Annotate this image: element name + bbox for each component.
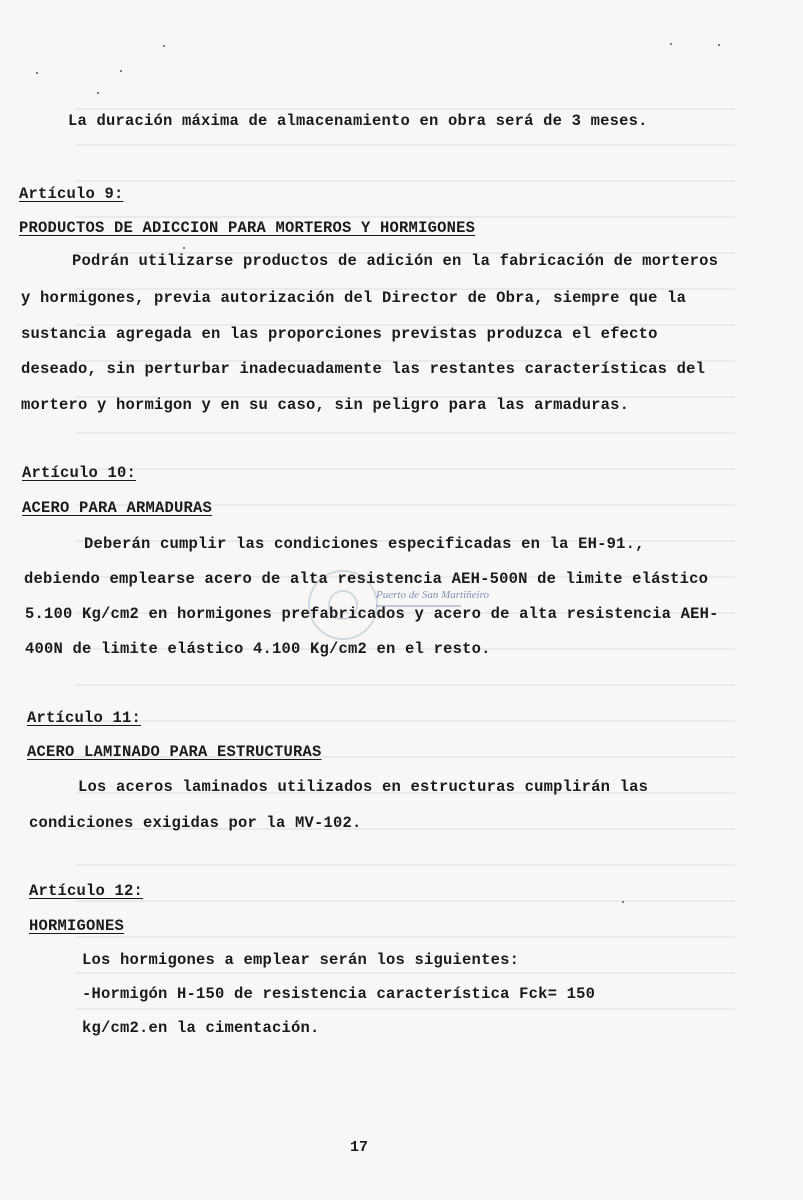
text-line: condiciones exigidas por la MV-102.: [29, 814, 362, 832]
scan-speck: [97, 92, 99, 94]
scan-speck: [183, 247, 185, 249]
page-number: 17: [350, 1139, 369, 1156]
text-line: mortero y hormigon y en su caso, sin peligro para las armaduras.: [21, 396, 630, 414]
text-line: kg/cm2.en la cimentación.: [82, 1019, 320, 1037]
scan-speck: [718, 44, 720, 46]
text-line: Los hormigones a emplear serán los siguientes:: [82, 951, 520, 969]
text-line: -Hormigón H-150 de resistencia característica Fck= 150: [82, 985, 596, 1003]
article-title: ACERO PARA ARMADURAS: [22, 499, 213, 517]
article-title: ACERO LAMINADO PARA ESTRUCTURAS: [27, 743, 322, 761]
article-title: HORMIGONES: [29, 917, 125, 935]
text-line: debiendo emplearse acero de alta resistencia AEH-500N de limite elástico: [24, 570, 709, 588]
scan-speck: [120, 70, 122, 72]
article-heading: Artículo 10:: [22, 464, 137, 482]
text-line: La duración máxima de almacenamiento en obra será de 3 meses.: [68, 112, 648, 130]
text-line: y hormigones, previa autorización del Director de Obra, siempre que la: [21, 289, 687, 307]
article-heading: Artículo 11:: [27, 709, 142, 727]
text-line: 400N de limite elástico 4.100 Kg/cm2 en el resto.: [25, 640, 491, 658]
text-line: deseado, sin perturbar inadecuadamente las restantes características del: [21, 360, 706, 378]
stamp-line: [376, 605, 461, 607]
stamp-label: Puerto de San Martiñeiro: [376, 589, 489, 601]
text-line: Los aceros laminados utilizados en estructuras cumplirán las: [78, 778, 649, 796]
scan-speck: [163, 45, 165, 47]
article-title: PRODUCTOS DE ADICCION PARA MORTEROS Y HORMIGONES: [19, 219, 476, 237]
scan-speck: [670, 43, 672, 45]
scan-speck: [36, 72, 38, 74]
text-line: sustancia agregada en las proporciones previstas produzca el efecto: [21, 325, 658, 343]
seal-icon: [308, 570, 378, 640]
text-line: 5.100 Kg/cm2 en hormigones prefabricados y acero de alta resistencia AEH-: [25, 605, 719, 623]
text-line: Deberán cumplir las condiciones especificadas en la EH-91.,: [84, 535, 645, 553]
text-line: Podrán utilizarse productos de adición en la fabricación de morteros: [72, 252, 719, 270]
scan-speck: [622, 901, 624, 903]
article-heading: Artículo 12:: [29, 882, 144, 900]
article-heading: Artículo 9:: [19, 185, 124, 203]
